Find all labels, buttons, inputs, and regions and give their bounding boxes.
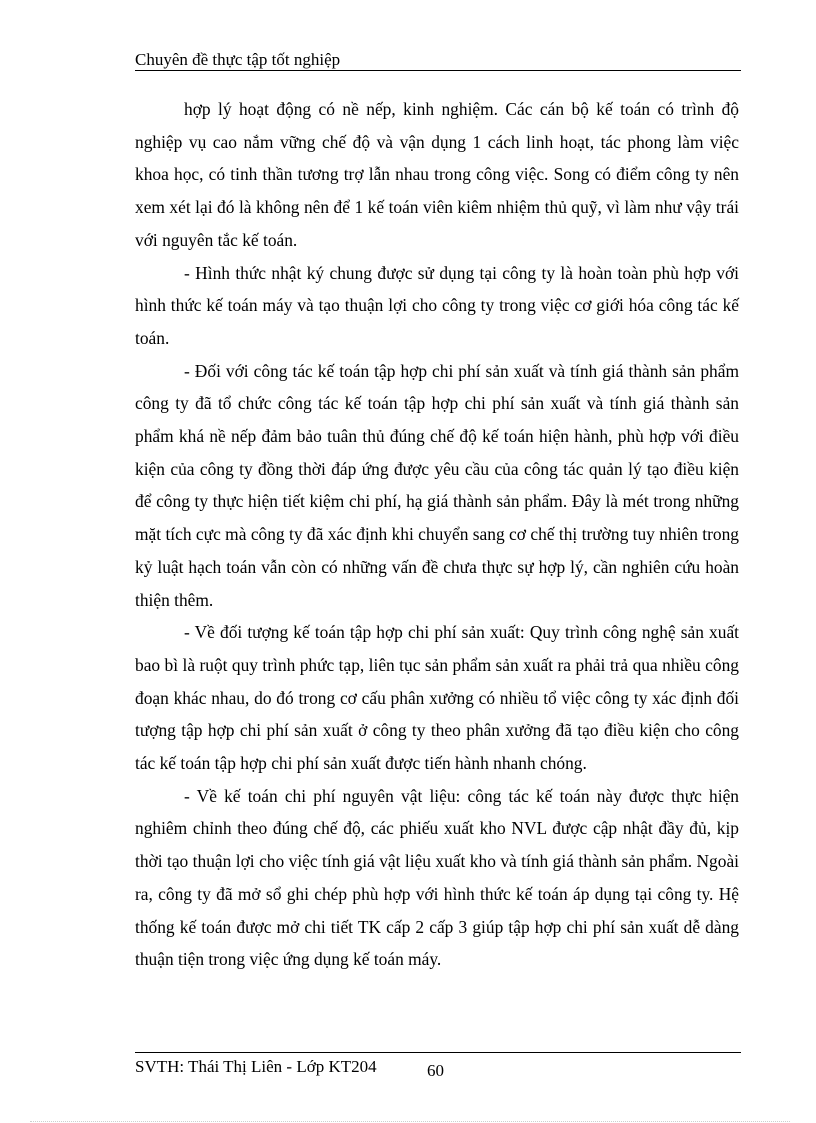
footer-divider [135,1052,741,1053]
paragraph-cost-object: - Về đối tượng kế toán tập hợp chi phí sản xuất: Quy trình công nghệ sản xuất bao bì là ruột quy trình phức tạp, liên tục sản phẩm sản xuất ra phải trả qua nhiều công đoạn khác nhau, do đó trong cơ cấu phân xưởng có nhiều tổ việc công ty xác định đối tượng tập hợp chi phí sản xuất ở công ty theo phân xưởng đã tạo điều kiện cho công tác kế toán tập hợp chi phí sản xuất được tiến hành nhanh chóng. [135,622,739,774]
paragraph-journal-form: - Hình thức nhật ký chung được sử dụng tại công ty là hoàn toàn phù hợp với hình thức kế toán máy và tạo thuận lợi cho công ty trong việc cơ giới hóa công tác kế toán. [135,262,739,348]
page-header [135,50,741,71]
paragraph-cost-accounting: - Đối với công tác kế toán tập hợp chi phí sản xuất và tính giá thành sản phẩm công ty đã tổ chức công tác kế toán tập hợp chi phí sản xuất và tính giá thành sản phẩm khá nề nếp đảm bảo tuân thủ đúng chế độ kế toán hiện hành, phù hợp với điều kiện của công ty đồng thời đáp ứng được yêu cầu của công tác quản lý tạo điều kiện để công ty thực hiện tiết kiệm chi phí, hạ giá thành sản phẩm. Đây là mét trong những mặt tích cực mà công ty đã xác định khi chuyển sang cơ chế thị trường tuy nhiên trong kỷ luật hạch toán vẫn còn có những vấn đề chưa thực sự hợp lý, cần nghiên cứu hoàn thiện thêm. [135,360,739,610]
paragraph-material-cost: - Về kế toán chi phí nguyên vật liệu: công tác kế toán này được thực hiện nghiêm chỉnh theo đúng chế độ, các phiếu xuất kho NVL được cập nhật đầy đủ, kịp thời tạo thuận lợi cho việc tính giá vật liệu xuất kho và tính giá thành sản phẩm. Ngoài ra, công ty đã mở sổ ghi chép phù hợp với hình thức kế toán áp dụng tại công ty. Hệ thống kế toán được mở chi tiết TK cấp 2 cấp 3 giúp tập hợp chi phí sản xuất dễ dàng thuận tiện trong việc ứng dụng kế toán máy. [135,785,739,970]
page-number: 60 [427,1061,444,1080]
footer-author: SVTH: Thái Thị Liên - Lớp KT204 [135,1057,377,1076]
paragraph-continuation: hợp lý hoạt động có nề nếp, kinh nghiệm. Các cán bộ kế toán có trình độ nghiệp vụ cao nắm vững chế độ và vận dụng 1 cách linh hoạt, tác phong làm việc khoa học, có tinh thần tương trợ lẫn nhau trong công việc. Song có điểm công ty nên xem xét lại đó là không nên để 1 kế toán viên kiêm nhiệm thủ quỹ, vì làm như vậy trái với nguyên tắc kế toán. [135,99,739,250]
document-body [135,93,739,976]
page-bottom-edge [30,1121,790,1122]
header-title: Chuyên đề thực tập tốt nghiệp [135,50,341,69]
